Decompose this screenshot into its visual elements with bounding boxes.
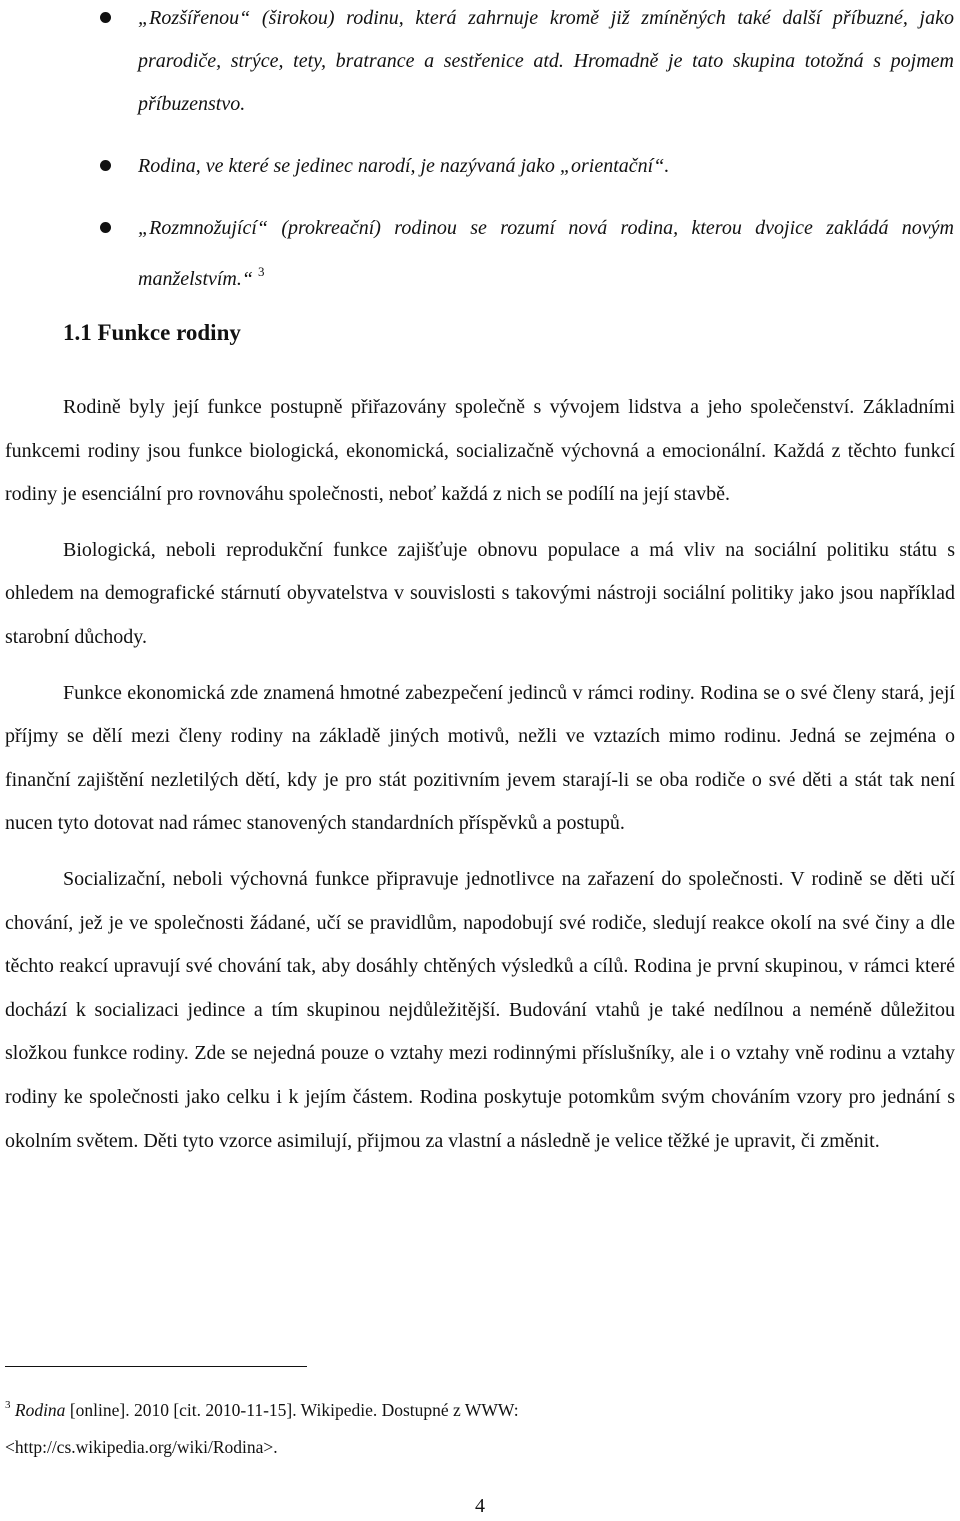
bullet-icon	[100, 222, 111, 233]
footnote-url[interactable]: <http://cs.wikipedia.org/wiki/Rodina>.	[5, 1437, 278, 1457]
bullet-item	[0, 145, 960, 188]
body-text	[5, 386, 955, 1175]
footnote	[5, 1387, 955, 1466]
bullet-text: „Rozšířenou“ (širokou) rodinu, která zahrnuje kromě již zmíněných také další příbuzné, jako prarodiče, strýce, tety, bratrance a sestřenice atd. Hromadně je tato skupina totožná s pojmem příbuzenstvo.	[138, 7, 954, 115]
footnote-reference[interactable]: 3	[258, 264, 265, 279]
footnote-title: Rodina	[14, 1400, 66, 1420]
bullet-icon	[100, 160, 111, 171]
paragraph: Biologická, neboli reprodukční funkce zajišťuje obnovu populace a má vliv na sociální politiku státu s ohledem na demografické stárnutí obyvatelstva v souvislosti s takovými nástroji sociální politiky jako jsou například starobní důchody.	[5, 538, 955, 648]
bullet-icon	[100, 12, 111, 23]
bullet-text: Rodina, ve které se jedinec narodí, je nazývaná jako „orientační“.	[138, 155, 670, 177]
paragraph: Socializační, neboli výchovná funkce připravuje jednotlivce na zařazení do společnosti. V rodině se děti učí chování, jež je ve společnosti žádané, učí se pravidlům, napodobují své rodiče, sledují reakce okolí na své činy a dle těchto reakcí upravují své chování tak, aby dosáhly chtěných výsledků a cílů. Rodina je první skupinou, v rámci které dochází k socializaci jedince a tím skupinou nejdůležitější. Budování vtahů je také nedílnou a neméně důležitou složkou funkce rodiny. Zde se nejedná pouze o vztahy mezi rodinnými příslušníky, ale i o vztahy vně rodinu a vztahy rodiny ke společnosti jako celku i k jejím částem. Rodina poskytuje potomkům svým chováním vzory pro jednání s okolním světem. Děti tyto vzorce asimilují, přijmou za vlastní a následně je velice těžké je upravit, či změnit.	[5, 867, 955, 1152]
bullet-list	[0, 0, 960, 320]
bullet-item	[0, 207, 960, 301]
paragraph: Funkce ekonomická zde znamená hmotné zabezpečení jedinců v rámci rodiny. Rodina se o své členy stará, její příjmy se dělí mezi členy rodiny na základě jiných motivů, nežli ve vztazích mimo rodinu. Jedná se zejména o finanční zajištění nezletilých dětí, kdy je pro stát pozitivním jevem starají-li se oba rodiče o své děti a stát tak není nucen tyto dotovat nad rámec stanovených standardních příspěvků a postupů.	[5, 681, 955, 835]
footnote-number: 3	[5, 1399, 11, 1411]
footnote-text: [online]. 2010 [cit. 2010-11-15]. Wikipedie. Dostupné z WWW:	[65, 1400, 519, 1420]
bullet-item	[0, 0, 960, 126]
page-number: 4	[475, 1495, 485, 1517]
paragraph: Rodině byly její funkce postupně přiřazovány společně s vývojem lidstva a jeho společenství. Základními funkcemi rodiny jsou funkce biologická, ekonomická, socializačně výchovná a emocionální. Každá z těchto funkcí rodiny je esenciální pro rovnováhu společnosti, neboť každá z nich se podílí na její stavbě.	[5, 396, 955, 506]
section-heading: 1.1 Funkce rodiny	[63, 320, 241, 345]
footnote-divider	[5, 1366, 307, 1367]
bullet-text: „Rozmnožující“ (prokreační) rodinou se rozumí nová rodina, kterou dvojice zakládá novým manželstvím.“	[138, 217, 954, 290]
